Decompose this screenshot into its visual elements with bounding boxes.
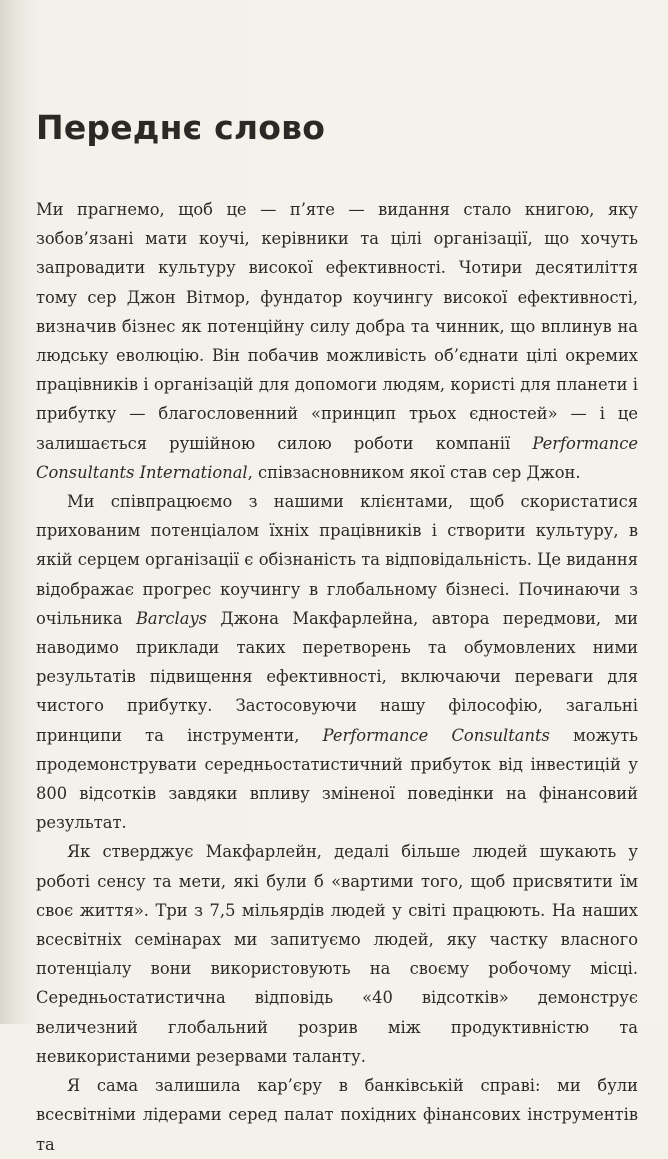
paragraph-2-text-1: Ми співпрацюємо з нашими клієнтами, щоб скористатися прихованим потенціалом їхніх працівників і створити культуру, в якій серцем організації є обізнаність та відповідальність. Це видання відображає прогрес коучингу в глобальному бізнесі. Починаючи з очільника bbox=[36, 492, 638, 628]
paragraph-2-text-2: Джона Макфарлейна, автора передмови, ми наводимо приклади таких перетворень та обумовлених ними результатів підвищення ефективності, включаючи переваги для чистого прибутку. Застосовуючи нашу філософію, загальні принципи та інструменти, bbox=[36, 608, 638, 745]
paragraph-4-text-1: Я сама залишила кар’єру в банківській справі: ми були всесвітніми лідерами серед палат похідних фінансових інструментів та bbox=[36, 1076, 638, 1154]
paragraph-1-text-1: Ми прагнемо, щоб це — п’яте — видання стало книгою, яку зобов’язані мати коучі, керівники та цілі організації, що хочуть запровадити культуру високої ефективності. Чотири десятиліття тому сер Джон Вітмор, фундатор коучингу високої ефективності, визначив бізнес як потенційну силу добра та чинник, що вплинув на людську еволюцію. Він побачив можливість об’єднати цілі окремих працівників і організацій для допомоги людям, користі для планети і прибутку — благословенний «принцип трьох єдностей» — і це залишається рушійною силою роботи компанії bbox=[36, 200, 638, 453]
paragraph-4 bbox=[36, 1071, 638, 1159]
paragraph-1-text-2: , співзасновником якої став сер Джон. bbox=[247, 462, 581, 482]
paragraph-2-company-name: Performance Consultants bbox=[322, 725, 550, 745]
chapter-title: Переднє слово bbox=[36, 108, 326, 147]
body-text bbox=[36, 195, 638, 1159]
paragraph-1-company-name: Performance Consultants International bbox=[36, 433, 638, 482]
paragraph-3 bbox=[36, 837, 638, 1071]
paragraph-2-text-3: можуть продемонструвати середньостатистичний прибуток від інвестицій у 800 відсотків завдяки впливу зміненої поведінки на фінансовий результат. bbox=[36, 725, 638, 833]
paragraph-2-bank-name: Barclays bbox=[135, 608, 207, 628]
paragraph-2 bbox=[36, 487, 638, 837]
paragraph-1 bbox=[36, 195, 638, 487]
paragraph-3-text-1: Як стверджує Макфарлейн, дедалі більше людей шукають у роботі сенсу та мети, які були б «вартими того, щоб присвятити їм своє життя». Три з 7,5 мільярдів людей у світі працюють. На наших всесвітніх семінарах ми запитуємо людей, яку частку власного потенціалу вони використовують на своєму робочому місці. Середньостатистична відповідь «40 відсотків» демонструє величезний глобальний розрив між продуктивністю та невикористаними резервами таланту. bbox=[36, 842, 638, 1066]
